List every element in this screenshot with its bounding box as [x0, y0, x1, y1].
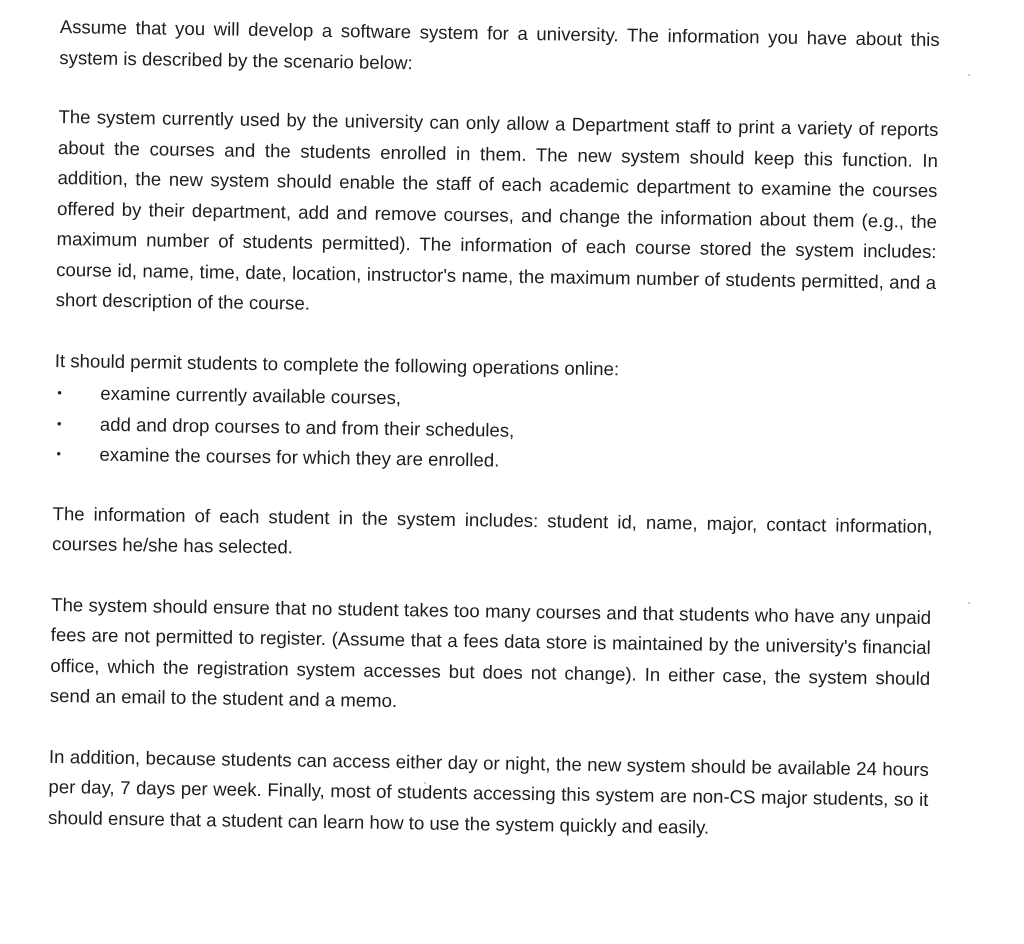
registration-rules-paragraph: The system should ensure that no student takes too many courses and that students who have any unpaid fees are not permitted to register. (Assume that a fees data store is maintained by the university's financial office, which the registration system accesses but does not change). In either case, the system should send an email to the student and a memo. [49, 593, 932, 712]
current-system-paragraph: The system currently used by the university can only allow a Department staff to print a variety of reports about the courses and the students enrolled in them. The new system should keep this function. In addition, the new system should enable the staff of each academic department to examine the courses offered by their department, add and remove courses, and change the information about them (e.g., the maximum number of students permitted). The information of each course stored the system includes: course id, name, time, date, location, instructor's name, the maximum number of students permitted, and a short description of the course. [55, 105, 939, 314]
scan-speck [968, 602, 970, 604]
document-body [47, 12, 940, 876]
bullet-dot: • [57, 385, 63, 401]
scan-speck [968, 74, 970, 76]
student-information-paragraph: The information of each student in the system includes: student id, name, major, contact information, courses he/she has selected. [51, 502, 933, 558]
list-item-text: examine currently available courses, [100, 382, 402, 409]
student-operations-intro: It should permit students to complete the following operations online: [54, 349, 620, 379]
availability-usability-paragraph: In addition, because students can access either day or night, the new system should be available 24 hours per day, 7 days per week. Finally, most of students accessing this system are non-CS major students, so it should ensure that a student can learn how to use the system quickly and easily. [47, 745, 930, 838]
bullet-dot: • [56, 445, 62, 462]
student-operations-list [53, 378, 934, 483]
list-item-text: examine the courses for which they are enrolled. [99, 443, 500, 471]
list-item-text: add and drop courses to and from their schedules, [99, 413, 515, 441]
intro-paragraph: Assume that you will develop a software system for a university. The information you have about this system is described by the scenario below: [59, 15, 940, 73]
bullet-dot: • [56, 415, 62, 431]
